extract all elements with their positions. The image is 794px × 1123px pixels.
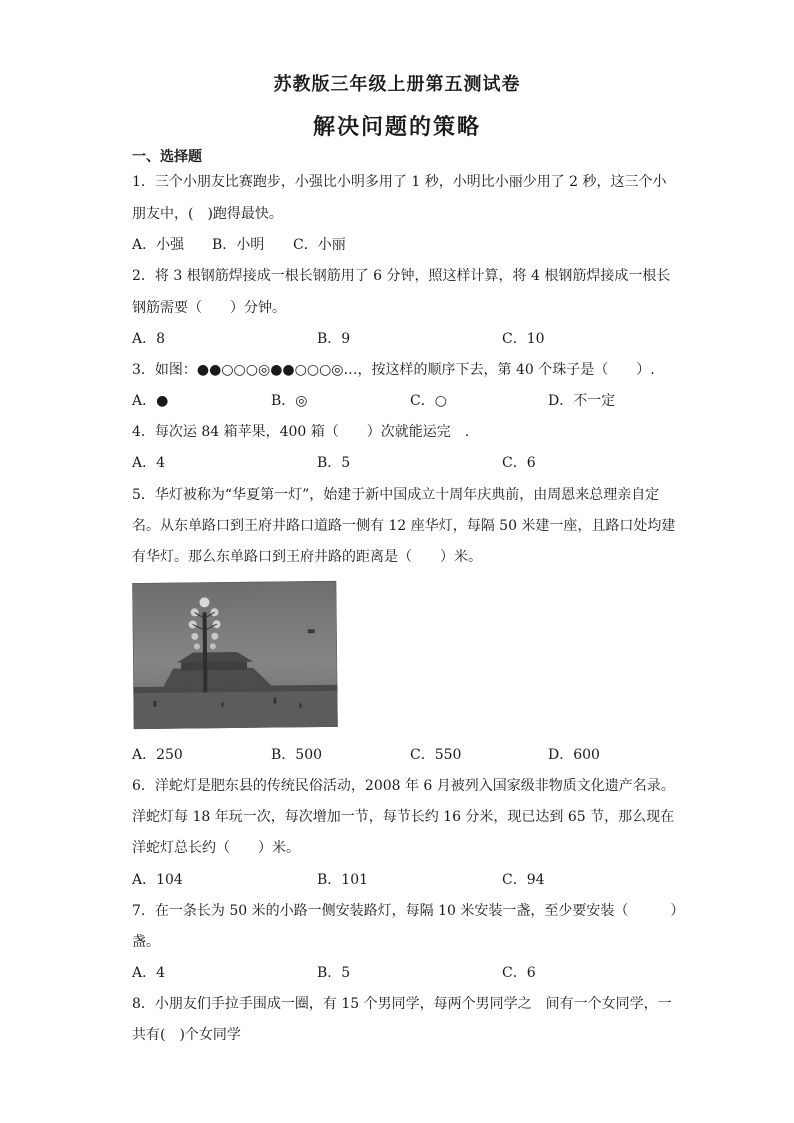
question-1-line-2: 朋友中，( )跑得最快。 [132, 206, 283, 222]
question-5-option-a: A．250 [132, 747, 183, 763]
question-5-option-c: C．550 [410, 747, 462, 763]
question-6-line-3: 洋蛇灯总长约（ ）米。 [132, 840, 300, 856]
question-1-option-c: C．小丽 [293, 237, 346, 253]
question-1-option-a: A．小强 [132, 237, 185, 253]
question-1-line-1: 1．三个小朋友比赛跑步，小强比小明多用了 1 秒，小明比小丽少用了 2 秒，这三个小 [132, 174, 667, 190]
question-1-option-b: B．小明 [212, 237, 265, 253]
question-7-option-b: B．5 [317, 965, 351, 981]
question-4-line-1: 4．每次运 84 箱苹果，400 箱（ ）次就能运完 . [132, 424, 470, 440]
question-4-option-c: C．6 [502, 455, 536, 471]
question-3-option-b: B．◎ [271, 393, 308, 409]
question-6-option-b: B．101 [317, 872, 369, 888]
tiananmen-huadeng-photo [132, 581, 338, 729]
question-3-option-d: D．不一定 [548, 393, 616, 409]
question-2-line-2: 钢筋需要（ ）分钟。 [132, 300, 286, 316]
question-5-line-3: 有华灯。那么东单路口到王府井路的距离是（ ）米。 [132, 549, 482, 565]
question-3-line-1: 3．如图：●●○○○◎●●○○○◎…，按这样的顺序下去，第 40 个珠子是（ ）. [132, 362, 655, 378]
question-6-line-2: 洋蛇灯每 18 年玩一次，每次增加一节，每节长约 16 分米，现已达到 65 节，那么现在 [132, 809, 675, 825]
question-7-option-a: A．4 [132, 965, 166, 981]
question-7-line-2: 盏。 [132, 934, 160, 950]
question-5-option-b: B．500 [271, 747, 323, 763]
question-2-option-c: C．10 [502, 331, 545, 347]
question-5-line-2: 名。从东单路口到王府井路口道路一侧有 12 座华灯，每隔 50 米建一座，且路口处均建 [132, 518, 676, 534]
question-3-option-c: C．○ [410, 393, 447, 409]
worksheet-subtitle: 解决问题的策略 [312, 115, 481, 140]
question-7-option-c: C．6 [502, 965, 536, 981]
question-4-option-b: B．5 [317, 455, 351, 471]
question-6-line-1: 6．洋蛇灯是肥东县的传统民俗活动，2008 年 6 月被列入国家级非物质文化遗产名录。 [132, 778, 675, 794]
question-8-line-2: 共有( )个女同学 [132, 1027, 241, 1043]
question-2-line-1: 2．将 3 根钢筋焊接成一根长钢筋用了 6 分钟，照这样计算，将 4 根钢筋焊接成一根长 [132, 268, 671, 284]
question-8-line-1: 8．小朋友们手拉手围成一圈，有 15 个男同学，每两个男同学之 间有一个女同学，一 [132, 996, 672, 1012]
question-5-line-1: 5．华灯被称为“华夏第一灯”，始建于新中国成立十周年庆典前，由周恩来总理亲自定 [132, 487, 660, 503]
question-2-option-b: B．9 [317, 331, 351, 347]
question-2-option-a: A．8 [132, 331, 166, 347]
question-5-option-d: D．600 [548, 747, 600, 763]
worksheet-title: 苏教版三年级上册第五测试卷 [273, 74, 521, 95]
section-heading: 一、选择题 [132, 149, 202, 165]
question-3-option-a: A．● [132, 393, 169, 409]
question-6-option-c: C．94 [502, 872, 545, 888]
question-6-option-a: A．104 [132, 872, 183, 888]
question-7-line-1: 7．在一条长为 50 米的小路一侧安装路灯，每隔 10 米安装一盏，至少要安装（ ） [132, 903, 685, 919]
question-4-option-a: A．4 [132, 455, 166, 471]
